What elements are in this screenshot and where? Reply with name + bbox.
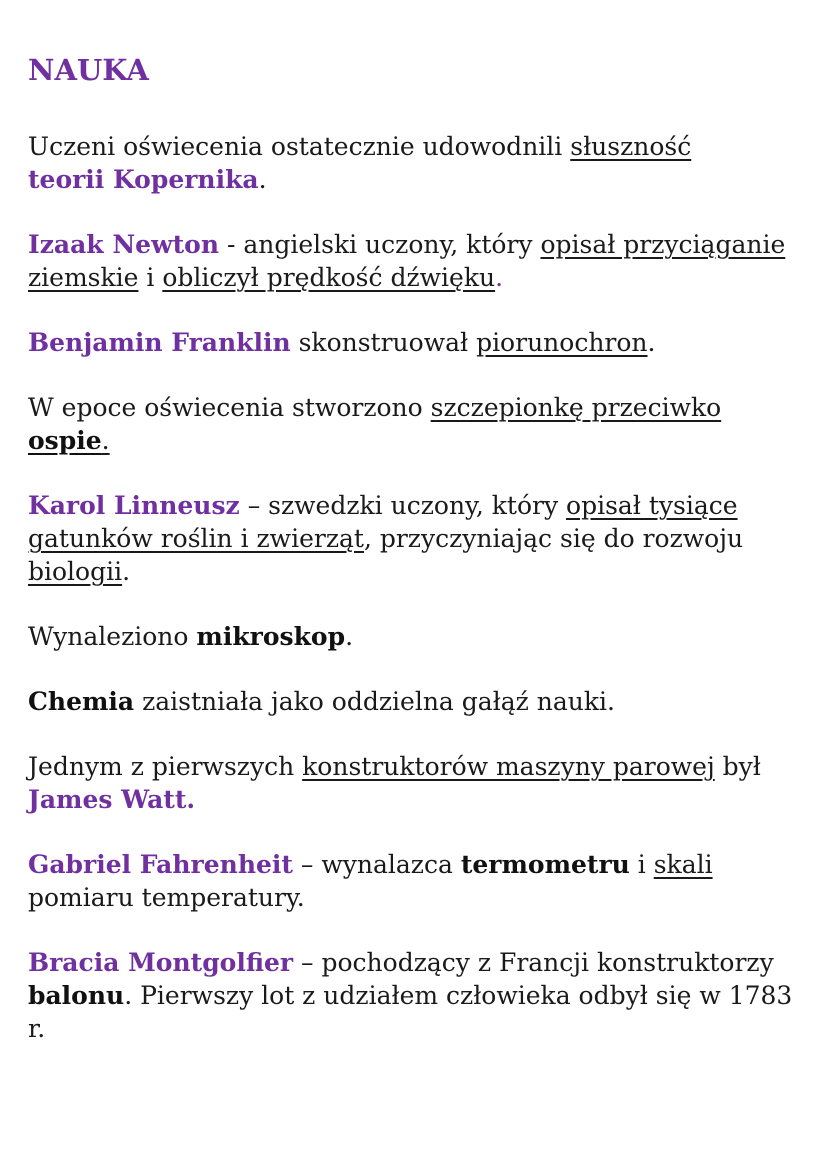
paragraph-copernicus	[28, 130, 808, 196]
text: . Pierwszy lot z udziałem człowieka odbył się w 1783 r.	[28, 981, 793, 1043]
paragraph-microscope	[28, 620, 808, 653]
underlined-text: szczepionkę przeciwko	[430, 393, 722, 422]
paragraph-vaccine	[28, 391, 808, 457]
underlined-text: piorunochron	[476, 328, 648, 357]
highlight-name: Gabriel Fahrenheit	[28, 850, 293, 879]
paragraph-chemistry	[28, 685, 808, 718]
text: – szwedzki uczony, który	[239, 491, 567, 520]
bold-term: Chemia	[28, 687, 135, 716]
text: skonstruował	[290, 328, 477, 357]
text: – pochodzący z Francji konstruktorzy	[293, 948, 774, 977]
text: Uczeni oświecenia ostatecznie udowodnili	[28, 132, 571, 161]
underlined-text: biologii	[28, 557, 123, 586]
text: .	[122, 557, 131, 586]
paragraph-montgolfier	[28, 946, 808, 1045]
highlight-name: Karol Linneusz	[28, 491, 240, 520]
text: W epoce oświecenia stworzono	[28, 393, 431, 422]
paragraph-newton	[28, 228, 808, 294]
highlight-name: James Watt.	[28, 785, 196, 814]
text: .	[101, 426, 110, 455]
underlined-text: opisał przyciąganie ziemskie	[28, 230, 786, 292]
page-title: NAUKA	[28, 53, 149, 87]
paragraph-linneusz	[28, 489, 808, 588]
text: i	[629, 850, 654, 879]
text: .	[647, 328, 656, 357]
text: i	[138, 263, 163, 292]
paragraph-franklin	[28, 326, 808, 359]
underlined-text: skali	[653, 850, 713, 879]
underlined-text: opisał tysiące gatunków roślin i zwierząt	[28, 491, 738, 553]
text: , przyczyniając się do rozwoju	[363, 524, 744, 553]
bold-underlined-text: ospie	[28, 426, 102, 455]
bold-term: termometru	[460, 850, 630, 879]
paragraph-fahrenheit	[28, 848, 808, 914]
highlight-name: Bracia Montgolfier	[28, 948, 294, 977]
underlined-text: obliczył prędkość dźwięku	[162, 263, 496, 292]
bold-term: mikroskop	[196, 622, 346, 651]
document-page	[28, 52, 808, 1077]
text: Wynaleziono	[28, 622, 197, 651]
highlight-name: Benjamin Franklin	[28, 328, 291, 357]
text: .	[345, 622, 354, 651]
text: .	[495, 263, 504, 292]
highlight-name: Izaak Newton	[28, 230, 219, 259]
text: Jednym z pierwszych	[28, 752, 303, 781]
highlight-term: teorii Kopernika	[28, 165, 259, 194]
underlined-text: konstruktorów maszyny parowej	[302, 752, 715, 781]
text: – wynalazca	[292, 850, 461, 879]
bold-term: balonu	[28, 981, 125, 1010]
text: zaistniała jako oddzielna gałąź nauki.	[134, 687, 615, 716]
text: pomiaru temperatury.	[28, 883, 305, 912]
paragraph-watt	[28, 750, 808, 816]
text: .	[258, 165, 267, 194]
text: - angielski uczony, który	[219, 230, 541, 259]
text: był	[714, 752, 761, 781]
underlined-text: słuszność	[570, 132, 692, 161]
